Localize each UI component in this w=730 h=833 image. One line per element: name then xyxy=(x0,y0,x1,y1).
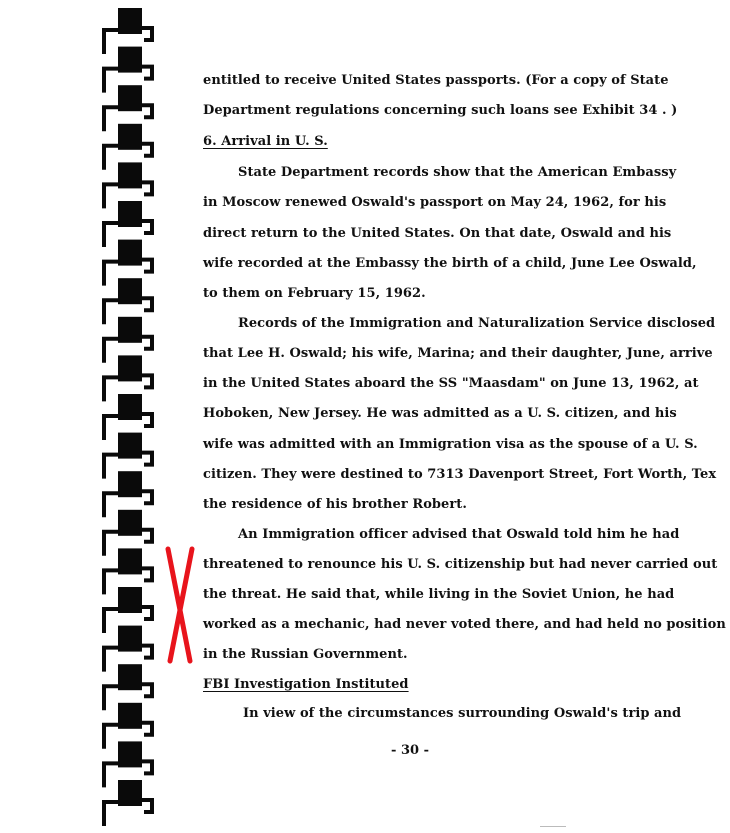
binding-ring xyxy=(104,780,152,826)
text-line-16: An Immigration officer advised that Oswald told him he had xyxy=(238,527,680,542)
text-line-5: in Moscow renewed Oswald's passport on May 24, 1962, for his xyxy=(203,195,667,210)
text-line-4: State Department records show that the American Embassy xyxy=(238,165,677,180)
text-line-12: Hoboken, New Jersey. He was admitted as a U. S. citizen, and his xyxy=(203,406,677,421)
text-line-8: to them on February 15, 1962. xyxy=(203,286,426,301)
text-line-19: worked as a mechanic, had never voted there, and had held no position xyxy=(203,617,726,632)
text-line-1: entitled to receive United States passports. (For a copy of State xyxy=(203,73,669,88)
spiral-binding xyxy=(98,0,162,833)
section-heading-arrival: 6. Arrival in U. S. xyxy=(203,134,328,149)
text-line-6: direct return to the United States. On that date, Oswald and his xyxy=(203,226,672,241)
text-line-17: threatened to renounce his U. S. citizenship but had never carried out xyxy=(203,557,718,572)
text-line-10: that Lee H. Oswald; his wife, Marina; and their daughter, June, arrive xyxy=(203,346,713,361)
text-line-9: Records of the Immigration and Naturalization Service disclosed xyxy=(238,316,716,331)
text-line-13: wife was admitted with an Immigration visa as the spouse of a U. S. xyxy=(203,437,698,452)
page-number: - 30 - xyxy=(391,743,429,758)
text-line-7: wife recorded at the Embassy the birth of a child, June Lee Oswald, xyxy=(203,256,697,271)
text-line-11: in the United States aboard the SS "Maasdam" on June 13, 1962, at xyxy=(203,376,699,391)
text-line-20: in the Russian Government. xyxy=(203,647,408,662)
text-line-22: In view of the circumstances surrounding Oswald's trip and xyxy=(243,706,682,721)
section-heading-fbi: FBI Investigation Instituted xyxy=(203,677,409,692)
text-line-2: Department regulations concerning such loans see Exhibit 34 . ) xyxy=(203,103,678,118)
text-line-14: citizen. They were destined to 7313 Davenport Street, Fort Worth, Tex xyxy=(203,467,717,482)
red-x-margin-mark xyxy=(162,545,198,665)
text-line-15: the residence of his brother Robert. xyxy=(203,497,467,512)
scan-speck xyxy=(540,826,566,827)
text-line-18: the threat. He said that, while living in the Soviet Union, he had xyxy=(203,587,675,602)
